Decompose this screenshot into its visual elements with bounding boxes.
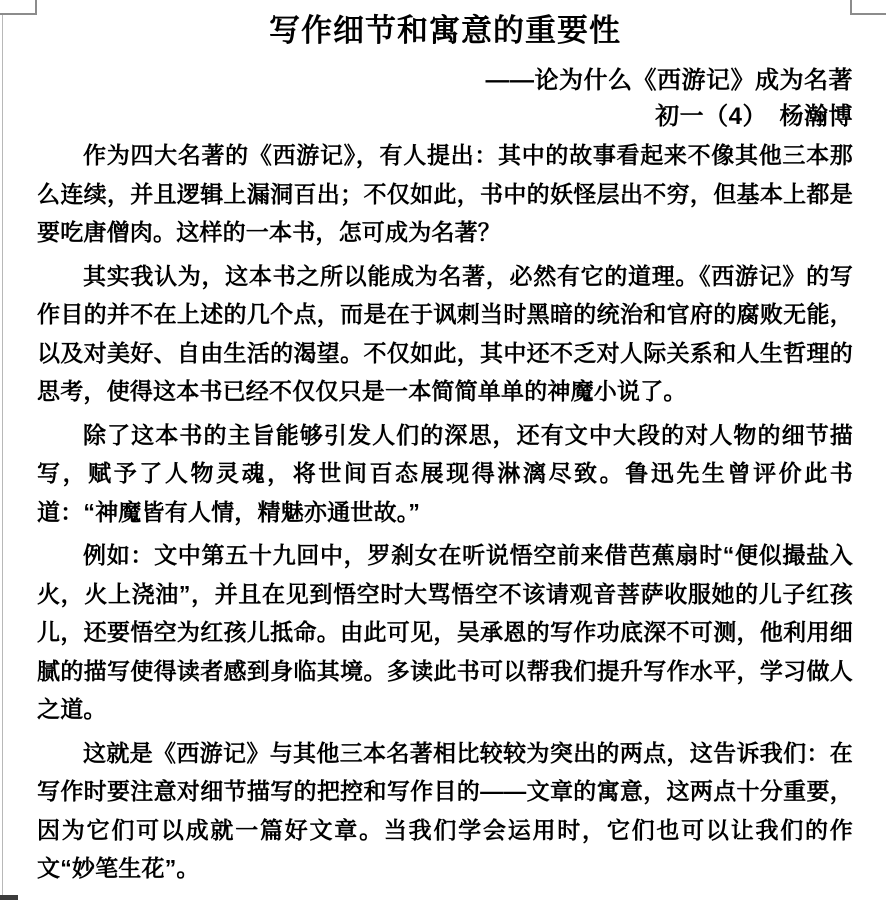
- essay-title: 写作细节和寓意的重要性: [269, 13, 621, 48]
- paragraph-3: 除了这本书的主旨能够引发人们的深思，还有文中大段的对人物的细节描写，赋予了人物灵魂，将世间百态展现得淋漓尽致。鲁迅先生曾评价此书道：“神魔皆有人情，精魅亦通世故。”: [37, 421, 853, 525]
- page-left-edge-line: [2, 15, 3, 900]
- margin-corner-mark-top-right: [850, 0, 886, 15]
- paragraph-2: 其实我认为，这本书之所以能成为名著，必然有它的道理。《西游记》的写作目的并不在上述的几个点，而是在于讽刺当时黑暗的统治和官府的腐败无能，以及对美好、自由生活的渴望。不仅如此，其中还不乏对人际关系和人生哲理的思考，使得这本书已经不仅仅只是一本简简单单的神魔小说了。: [37, 262, 853, 404]
- essay-subtitle: ——论为什么《西游记》成为名著: [485, 67, 853, 94]
- paragraph-5: 这就是《西游记》与其他三本名著相比较较为突出的两点，这告诉我们：在写作时要注意对细节描写的把控和写作目的——文章的寓意，这两点十分重要，因为它们可以成就一篇好文章。当我们学会运用时，它们也可以让我们的作文“妙笔生花”。: [37, 739, 853, 881]
- paragraph-1: 作为四大名著的《西游记》，有人提出：其中的故事看起来不像其他三本那么连续，并且逻辑上漏洞百出；不仅如此，书中的妖怪层出不穷，但基本上都是要吃唐僧肉。这样的一本书，怎可成为名著？: [37, 142, 853, 245]
- author-byline: 初一（4） 杨瀚博: [655, 103, 853, 130]
- page-bottom-corner-mark: [0, 895, 18, 900]
- paragraph-4: 例如：文中第五十九回中，罗刹女在听说悟空前来借芭蕉扇时“便似撮盐入火，火上浇油”，并且在见到悟空时大骂悟空不该请观音菩萨收服她的儿子红孩儿，还要悟空为红孩儿抵命。由此可见，吴承恩的写作功底深不可测，他利用细腻的描写使得读者感到身临其境。多读此书可以帮我们提升写作水平，学习做人之道。: [37, 542, 853, 722]
- margin-corner-mark-top-left: [0, 0, 37, 15]
- essay-body: [37, 136, 853, 888]
- document-content: [37, 0, 853, 888]
